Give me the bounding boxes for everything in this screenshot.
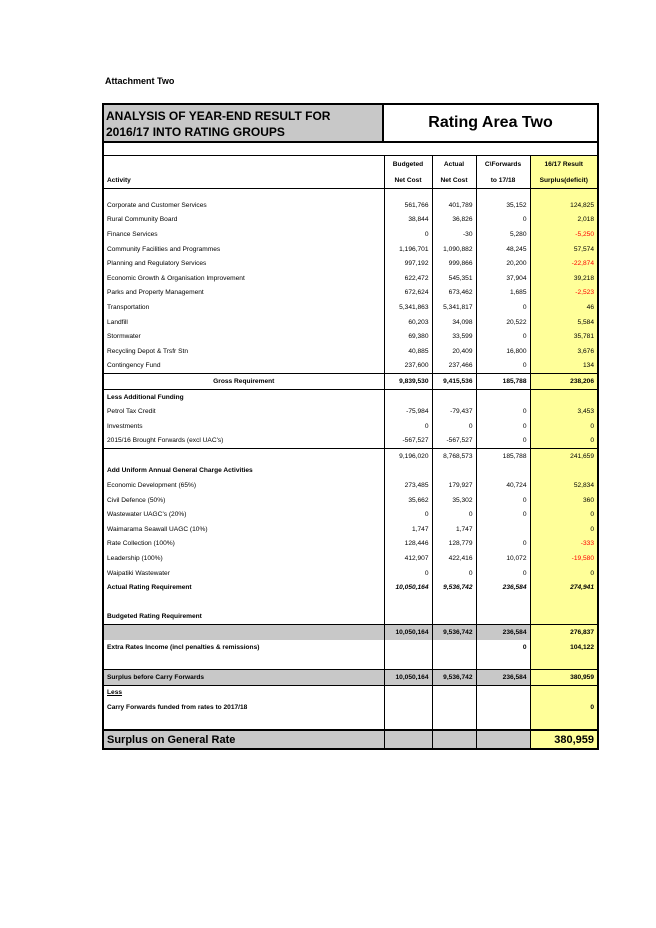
funding-row [104,419,597,434]
carry-forward-value: 1,685 [476,286,530,301]
activity-row [104,315,597,330]
budget-value: 128,446 [384,537,432,552]
budgeted-rating-row [104,625,597,640]
budget-value: 1,196,701 [384,242,432,257]
row-label: Waimarama Seawall UAGC (10%) [107,525,208,533]
actual-value: 9,415,536 [432,374,476,390]
actual-value: 33,599 [432,329,476,344]
rating-area-title: Rating Area Two [428,114,553,131]
row-label: Carry Forwards funded from rates to 2017/18 [107,703,248,711]
result-value: 0 [530,700,597,715]
activity-row [104,213,597,228]
blank [476,730,530,748]
budget-value: 35,662 [384,493,432,508]
rating-analysis-sheet [102,103,599,750]
budget-value: 1,747 [384,522,432,537]
blank [432,700,476,715]
actual-value: 0 [432,507,476,522]
col-result-sub: Surplus(deficit) [530,172,597,189]
col-activity: Activity [104,172,384,189]
actual-value: 34,098 [432,315,476,330]
blank [384,654,432,669]
budget-value: 0 [384,566,432,581]
budget-value: 561,766 [384,198,432,213]
blank [432,715,476,731]
uagc-row [104,507,597,522]
carry-forward-value: 0 [476,566,530,581]
col-budgeted-sub: Net Cost [384,172,432,189]
header-spacer [104,143,597,156]
carry-forward-value: 16,800 [476,344,530,359]
actual-value: 999,866 [432,256,476,271]
blank [530,715,597,731]
row-label: Waipatiki Wastewater [107,569,170,577]
carry-forward-value: 0 [476,300,530,315]
row-label: Parks and Property Management [107,289,204,297]
result-value: 360 [530,493,597,508]
row-label: 2015/16 Brought Forwards (excl UAC's) [107,437,224,445]
result-value: 3,676 [530,344,597,359]
blank [530,389,597,404]
surplus-general-rate-row [104,730,597,748]
budget-value: 38,844 [384,213,432,228]
row-label: Investments [107,422,143,430]
actual-value: 9,536,742 [432,670,476,686]
blank [530,610,597,625]
uagc-row [104,522,597,537]
blank [104,715,384,731]
row-label: Economic Growth & Organisation Improvement [107,274,245,282]
blank [432,654,476,669]
carry-forward-value: 5,280 [476,227,530,242]
blank [476,685,530,700]
blank [476,595,530,610]
subtotal-row [104,449,597,464]
actual-value: -30 [432,227,476,242]
result-value: 0 [530,522,597,537]
budgeted-rating-label-row [104,610,597,625]
result-value: -5,250 [530,227,597,242]
actual-value: 1,747 [432,522,476,537]
blank [432,730,476,748]
col-actual-sub: Net Cost [432,172,476,189]
blank [476,464,530,479]
attachment-label: Attachment Two [105,76,175,86]
actual-value: 20,409 [432,344,476,359]
blank [384,730,432,748]
uagc-row [104,566,597,581]
result-value: -2,523 [530,286,597,301]
actual-value: -79,437 [432,404,476,419]
row-label: Planning and Regulatory Services [107,260,207,268]
blank [384,640,432,655]
result-value: -333 [530,537,597,552]
budget-value: 10,050,164 [384,580,432,595]
result-value: 104,122 [530,640,597,655]
carry-forward-value: 0 [476,213,530,228]
activity-row [104,271,597,286]
budget-value: 672,624 [384,286,432,301]
less-row [104,685,597,700]
carry-forward-value: 0 [476,640,530,655]
row-label: Actual Rating Requirement [107,584,192,592]
blank-row [104,595,597,610]
blank [104,449,384,464]
result-value: 134 [530,359,597,374]
actual-value: 9,536,742 [432,580,476,595]
result-value: -19,580 [530,551,597,566]
budget-value: 0 [384,507,432,522]
activity-row [104,256,597,271]
section-heading: Less Additional Funding [107,393,184,401]
blank [384,715,432,731]
blank [432,685,476,700]
actual-value: 179,927 [432,478,476,493]
budget-value: 622,472 [384,271,432,286]
result-value: 35,781 [530,329,597,344]
carry-forward-value [476,522,530,537]
budget-value: 997,192 [384,256,432,271]
uagc-row [104,478,597,493]
carry-forward-value: 10,072 [476,551,530,566]
actual-value: 8,768,573 [432,449,476,464]
column-header-row-2 [104,172,597,189]
carry-forward-value: 0 [476,404,530,419]
budget-value: 10,050,164 [384,670,432,686]
row-label: Rural Community Board [107,216,178,224]
result-value: 57,574 [530,242,597,257]
results-table [104,156,597,748]
row-label: Contingency Fund [107,362,161,370]
carry-forward-value: 236,584 [476,580,530,595]
actual-value: 673,462 [432,286,476,301]
row-label: Civil Defence (50%) [107,496,166,504]
extra-rates-row [104,640,597,655]
actual-value: 545,351 [432,271,476,286]
actual-value: 237,466 [432,359,476,374]
result-value: 380,959 [530,670,597,686]
budget-value: 5,341,863 [384,300,432,315]
blank [384,389,432,404]
row-label: Wastewater UAGC's (20%) [107,511,187,519]
result-value: 0 [530,434,597,449]
row-label: Extra Rates Income (incl penalties & remissions) [107,643,260,651]
col-carry-forwards: C\Forwards [476,156,530,172]
budget-value: 40,885 [384,344,432,359]
blank [530,595,597,610]
col-budgeted: Budgeted [384,156,432,172]
col-result: 16/17 Result [530,156,597,172]
row-label: Leadership (100%) [107,555,163,563]
row-label: Corporate and Customer Services [107,201,207,209]
row-label: Petrol Tax Credit [107,408,156,416]
carry-forward-value: 40,724 [476,478,530,493]
row-label: Less [107,689,123,697]
blank [384,610,432,625]
blank [476,715,530,731]
actual-value: 35,302 [432,493,476,508]
row-label: Gross Requirement [104,374,384,390]
uagc-row [104,537,597,552]
carry-forward-value: 236,584 [476,625,530,640]
blank [104,625,384,640]
carry-forward-value: 0 [476,419,530,434]
result-value: -22,874 [530,256,597,271]
row-label: Stormwater [107,333,141,341]
result-value: 124,825 [530,198,597,213]
row-label: Economic Development (65%) [107,482,197,490]
blank [104,595,384,610]
uagc-row [104,551,597,566]
activity-row [104,242,597,257]
budget-value: 9,196,020 [384,449,432,464]
carry-forward-value: 20,522 [476,315,530,330]
sheet-title-line2: 2016/17 INTO RATING GROUPS [106,125,285,139]
activity-row [104,300,597,315]
budget-value: 60,203 [384,315,432,330]
result-value: 274,941 [530,580,597,595]
row-label: Finance Services [107,230,158,238]
blank [432,640,476,655]
uagc-heading [104,464,597,479]
funding-row [104,404,597,419]
carry-forward-value: 37,904 [476,271,530,286]
sheet-title-line1: ANALYSIS OF YEAR-END RESULT FOR [106,109,331,123]
blank [476,654,530,669]
blank [432,610,476,625]
result-value: 0 [530,419,597,434]
actual-value: 0 [432,419,476,434]
carry-forward-value: 0 [476,359,530,374]
carry-forward-value: 0 [476,537,530,552]
uagc-row [104,493,597,508]
carry-forward-value: 48,245 [476,242,530,257]
actual-value: 36,826 [432,213,476,228]
row-label: Recycling Depot & Trsfr Stn [107,347,188,355]
blank [104,654,384,669]
sheet-header [104,105,597,143]
actual-value: 422,416 [432,551,476,566]
activity-row [104,344,597,359]
result-value: 0 [530,507,597,522]
carry-forward-value: 0 [476,507,530,522]
final-result: 380,959 [530,730,597,748]
budget-value: 0 [384,227,432,242]
blank [432,389,476,404]
col-carry-forwards-sub: to 17/18 [476,172,530,189]
blank [384,595,432,610]
column-header-row-1 [104,156,597,172]
activity-row [104,227,597,242]
actual-rating-row [104,580,597,595]
carry-forward-value: 236,584 [476,670,530,686]
blank [476,700,530,715]
actual-value: -567,527 [432,434,476,449]
carry-forward-value: 20,200 [476,256,530,271]
row-label: Budgeted Rating Requirement [104,610,384,625]
blank [384,700,432,715]
carry-forward-value: 0 [476,329,530,344]
blank [476,610,530,625]
budget-value: 0 [384,419,432,434]
budget-value: 10,050,164 [384,625,432,640]
budget-value: 9,839,530 [384,374,432,390]
sheet-title [104,105,384,141]
activity-row [104,286,597,301]
actual-value: 1,090,882 [432,242,476,257]
blank-row [104,654,597,669]
surplus-before-row [104,670,597,686]
result-value: 0 [530,566,597,581]
blank [432,595,476,610]
budget-value: 69,380 [384,329,432,344]
final-label: Surplus on General Rate [104,730,384,748]
blank [530,464,597,479]
carry-forward-value: 185,788 [476,374,530,390]
budget-value: 237,600 [384,359,432,374]
actual-value: 128,779 [432,537,476,552]
result-value: 238,206 [530,374,597,390]
carry-forward-value: 0 [476,434,530,449]
blank-row [104,715,597,731]
budget-value: 273,485 [384,478,432,493]
row-label: Landfill [107,318,128,326]
result-value: 241,659 [530,449,597,464]
row-label: Transportation [107,303,150,311]
activity-row [104,329,597,344]
blank [530,685,597,700]
spacer-row [104,189,597,199]
budget-value: 412,907 [384,551,432,566]
less-funding-heading [104,389,597,404]
budget-value: -75,984 [384,404,432,419]
row-label: Community Facilities and Programmes [107,245,221,253]
carry-forward-value: 35,152 [476,198,530,213]
actual-value: 9,536,742 [432,625,476,640]
carry-forward-value: 0 [476,493,530,508]
result-value: 39,218 [530,271,597,286]
result-value: 276,837 [530,625,597,640]
result-value: 5,584 [530,315,597,330]
budget-value: -567,527 [384,434,432,449]
blank [476,389,530,404]
result-value: 2,018 [530,213,597,228]
result-value: 52,834 [530,478,597,493]
actual-value: 0 [432,566,476,581]
actual-value: 401,789 [432,198,476,213]
carry-forwards-row [104,700,597,715]
actual-value: 5,341,817 [432,300,476,315]
funding-row [104,434,597,449]
row-label: Rate Collection (100%) [107,540,175,548]
result-value: 3,453 [530,404,597,419]
gross-requirement-row [104,374,597,390]
activity-row [104,359,597,374]
blank [384,685,432,700]
blank [530,654,597,669]
result-value: 46 [530,300,597,315]
blank [432,464,476,479]
carry-forward-value: 185,788 [476,449,530,464]
section-heading: Add Uniform Annual General Charge Activities [107,467,253,475]
col-actual: Actual [432,156,476,172]
activity-row [104,198,597,213]
row-label: Surplus before Carry Forwards [104,670,384,686]
blank [384,464,432,479]
